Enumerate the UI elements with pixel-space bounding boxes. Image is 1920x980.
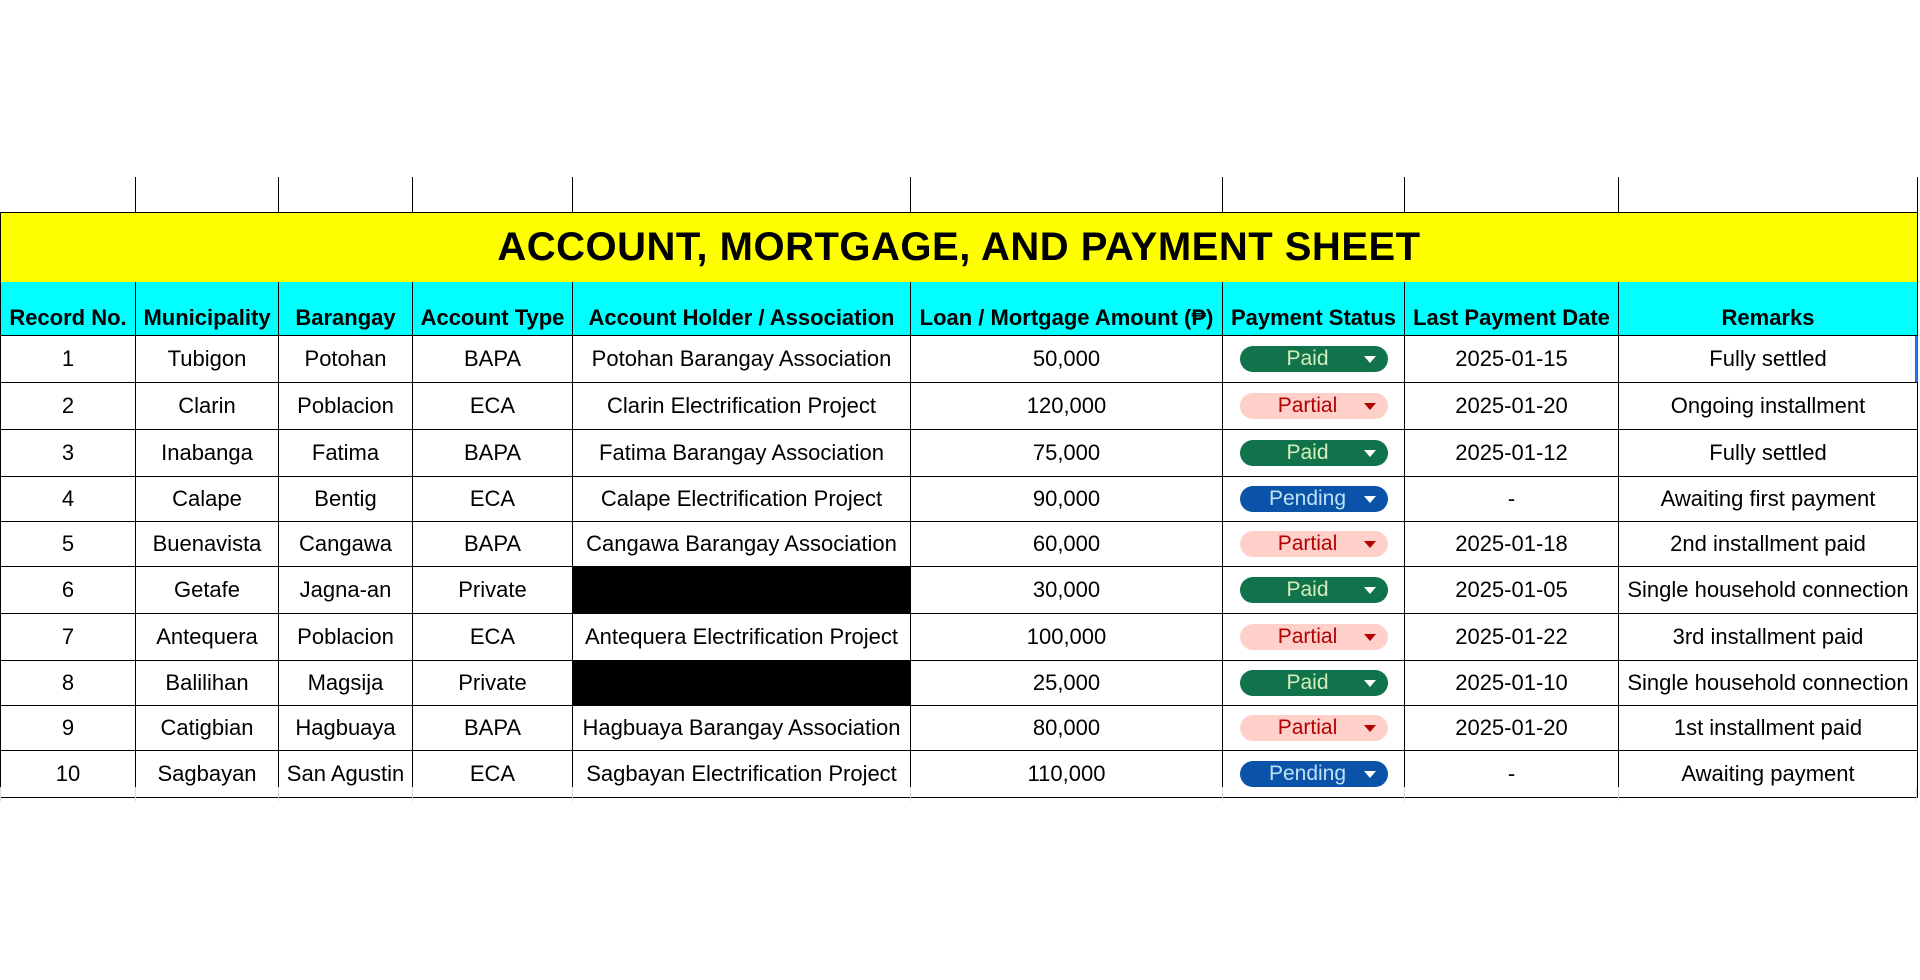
cell-record-no[interactable]: 3 [1, 429, 136, 476]
cell-barangay[interactable]: Potohan [279, 335, 413, 382]
payment-status-cell[interactable] [1223, 566, 1405, 613]
table-row [1, 705, 1918, 750]
status-label: Paid [1286, 578, 1329, 601]
cell-last-payment-date[interactable]: 2025-01-05 [1405, 566, 1619, 613]
status-dropdown-chip[interactable] [1240, 393, 1388, 419]
status-dropdown-chip[interactable] [1240, 715, 1388, 741]
cell-loan-amount[interactable]: 110,000 [911, 750, 1223, 797]
empty-row [1, 177, 1918, 212]
table-row [1, 382, 1918, 429]
cell-selection-edge [1915, 336, 1918, 382]
cell-account-type[interactable]: ECA [413, 476, 573, 521]
gridline [135, 787, 136, 801]
chevron-down-icon[interactable] [1364, 634, 1376, 641]
column-header-row [1, 282, 1918, 335]
cell-loan-amount[interactable]: 25,000 [911, 660, 1223, 705]
table-row [1, 429, 1918, 476]
header-payment-status[interactable]: Payment Status [1223, 282, 1405, 335]
cell-record-no[interactable]: 6 [1, 566, 136, 613]
cell-municipality[interactable]: Sagbayan [136, 750, 279, 797]
cell-remarks[interactable]: 3rd installment paid [1619, 613, 1918, 660]
cell-remarks[interactable]: Awaiting payment [1619, 750, 1918, 797]
cell-account-holder[interactable]: Calape Electrification Project [573, 476, 911, 521]
status-label: Partial [1277, 716, 1338, 739]
cell-record-no[interactable]: 5 [1, 521, 136, 566]
cell-last-payment-date[interactable]: 2025-01-20 [1405, 382, 1619, 429]
cell-barangay[interactable]: Poblacion [279, 613, 413, 660]
gridline [278, 787, 279, 801]
gridline [1618, 787, 1619, 801]
table-row [1, 521, 1918, 566]
status-dropdown-chip[interactable] [1240, 577, 1388, 603]
status-label: Pending [1268, 487, 1347, 510]
cell-account-type[interactable]: ECA [413, 750, 573, 797]
status-label: Pending [1268, 762, 1347, 785]
payment-status-cell[interactable] [1223, 705, 1405, 750]
cell-municipality[interactable]: Buenavista [136, 521, 279, 566]
empty-cell[interactable] [1, 177, 136, 212]
status-label: Partial [1277, 532, 1338, 555]
cell-last-payment-date[interactable]: 2025-01-20 [1405, 705, 1619, 750]
chevron-down-icon[interactable] [1364, 680, 1376, 687]
redacted-cell[interactable] [573, 566, 911, 613]
gridline [412, 787, 413, 801]
payment-status-cell[interactable] [1223, 660, 1405, 705]
cell-loan-amount[interactable]: 30,000 [911, 566, 1223, 613]
cell-account-type[interactable]: BAPA [413, 429, 573, 476]
cell-barangay[interactable]: Jagna-an [279, 566, 413, 613]
cell-loan-amount[interactable]: 60,000 [911, 521, 1223, 566]
cell-account-holder[interactable]: Clarin Electrification Project [573, 382, 911, 429]
payment-sheet-table [0, 177, 1918, 798]
cell-record-no[interactable]: 8 [1, 660, 136, 705]
cell-account-type[interactable]: ECA [413, 382, 573, 429]
table-row [1, 476, 1918, 521]
cell-account-holder[interactable]: Cangawa Barangay Association [573, 521, 911, 566]
cell-record-no[interactable]: 2 [1, 382, 136, 429]
chevron-down-icon[interactable] [1364, 356, 1376, 363]
redacted-cell[interactable] [573, 660, 911, 705]
cell-barangay[interactable]: Hagbuaya [279, 705, 413, 750]
cell-loan-amount[interactable]: 75,000 [911, 429, 1223, 476]
cell-barangay[interactable]: Poblacion [279, 382, 413, 429]
status-dropdown-chip[interactable] [1240, 761, 1388, 787]
header-account-holder[interactable]: Account Holder / Association [573, 282, 911, 335]
cell-account-type[interactable]: Private [413, 660, 573, 705]
header-remarks[interactable]: Remarks [1619, 282, 1918, 335]
cell-record-no[interactable]: 7 [1, 613, 136, 660]
gridline [1222, 787, 1223, 801]
cell-last-payment-date[interactable]: 2025-01-12 [1405, 429, 1619, 476]
cell-remarks[interactable]: 1st installment paid [1619, 705, 1918, 750]
header-account-type[interactable]: Account Type [413, 282, 573, 335]
chevron-down-icon[interactable] [1364, 771, 1376, 778]
status-dropdown-chip[interactable] [1240, 670, 1388, 696]
header-loan-amount[interactable]: Loan / Mortgage Amount (₱) [911, 282, 1223, 335]
cell-barangay[interactable]: Fatima [279, 429, 413, 476]
cell-remarks[interactable]: Ongoing installment [1619, 382, 1918, 429]
payment-status-cell[interactable] [1223, 613, 1405, 660]
status-label: Paid [1286, 347, 1329, 370]
cell-municipality[interactable]: Balilihan [136, 660, 279, 705]
cell-loan-amount[interactable]: 100,000 [911, 613, 1223, 660]
cell-account-holder[interactable]: Sagbayan Electrification Project [573, 750, 911, 797]
empty-cell[interactable] [279, 177, 413, 212]
chevron-down-icon[interactable] [1364, 450, 1376, 457]
cell-record-no[interactable]: 4 [1, 476, 136, 521]
gridline [1404, 787, 1405, 801]
empty-cell[interactable] [573, 177, 911, 212]
status-label: Partial [1277, 394, 1338, 417]
payment-status-cell[interactable] [1223, 382, 1405, 429]
chevron-down-icon[interactable] [1364, 541, 1376, 548]
cell-last-payment-date[interactable]: 2025-01-22 [1405, 613, 1619, 660]
table-row [1, 566, 1918, 613]
gridline [910, 787, 911, 801]
cell-barangay[interactable]: San Agustin [279, 750, 413, 797]
cell-loan-amount[interactable]: 120,000 [911, 382, 1223, 429]
header-record-no[interactable]: Record No. [1, 282, 136, 335]
status-dropdown-chip[interactable] [1240, 624, 1388, 650]
cell-loan-amount[interactable]: 80,000 [911, 705, 1223, 750]
table-row [1, 335, 1918, 382]
payment-status-cell[interactable] [1223, 476, 1405, 521]
empty-cell[interactable] [911, 177, 1223, 212]
cell-municipality[interactable]: Catigbian [136, 705, 279, 750]
gridline [1916, 787, 1917, 801]
header-municipality[interactable]: Municipality [136, 282, 279, 335]
chevron-down-icon[interactable] [1364, 587, 1376, 594]
cell-record-no[interactable]: 1 [1, 335, 136, 382]
cell-barangay[interactable]: Magsija [279, 660, 413, 705]
table-row [1, 613, 1918, 660]
header-last-payment-date[interactable]: Last Payment Date [1405, 282, 1619, 335]
status-label: Paid [1286, 441, 1329, 464]
cell-municipality[interactable]: Clarin [136, 382, 279, 429]
cell-barangay[interactable]: Bentig [279, 476, 413, 521]
cell-loan-amount[interactable]: 90,000 [911, 476, 1223, 521]
gridline [572, 787, 573, 801]
status-label: Paid [1286, 671, 1329, 694]
status-dropdown-chip[interactable] [1240, 440, 1388, 466]
cell-record-no[interactable]: 10 [1, 750, 136, 797]
chevron-down-icon[interactable] [1364, 403, 1376, 410]
gridline [0, 787, 1, 801]
empty-cell[interactable] [136, 177, 279, 212]
cell-remarks[interactable]: Single household connection [1619, 566, 1918, 613]
cell-account-type[interactable]: BAPA [413, 335, 573, 382]
cell-municipality[interactable]: Getafe [136, 566, 279, 613]
cell-record-no[interactable]: 9 [1, 705, 136, 750]
cell-last-payment-date[interactable]: 2025-01-15 [1405, 335, 1619, 382]
empty-cell[interactable] [1405, 177, 1619, 212]
cell-municipality[interactable]: Inabanga [136, 429, 279, 476]
empty-cell[interactable] [1223, 177, 1405, 212]
cell-account-holder[interactable]: Hagbuaya Barangay Association [573, 705, 911, 750]
cell-barangay[interactable]: Cangawa [279, 521, 413, 566]
chevron-down-icon[interactable] [1364, 725, 1376, 732]
cell-municipality[interactable]: Calape [136, 476, 279, 521]
empty-cell[interactable] [413, 177, 573, 212]
empty-gridlines [0, 787, 1917, 801]
cell-last-payment-date[interactable]: - [1405, 476, 1619, 521]
header-barangay[interactable]: Barangay [279, 282, 413, 335]
status-dropdown-chip[interactable] [1240, 531, 1388, 557]
cell-loan-amount[interactable]: 50,000 [911, 335, 1223, 382]
cell-account-holder[interactable]: Antequera Electrification Project [573, 613, 911, 660]
cell-remarks[interactable]: Fully settled [1619, 335, 1918, 382]
cell-remarks[interactable]: Awaiting first payment [1619, 476, 1918, 521]
cell-account-holder[interactable]: Fatima Barangay Association [573, 429, 911, 476]
cell-municipality[interactable]: Tubigon [136, 335, 279, 382]
cell-last-payment-date[interactable]: - [1405, 750, 1619, 797]
cell-remarks[interactable]: 2nd installment paid [1619, 521, 1918, 566]
cell-remarks[interactable]: Fully settled [1619, 429, 1918, 476]
table-row [1, 660, 1918, 705]
cell-account-type[interactable]: Private [413, 566, 573, 613]
status-label: Partial [1277, 625, 1338, 648]
cell-account-type[interactable]: BAPA [413, 705, 573, 750]
cell-last-payment-date[interactable]: 2025-01-10 [1405, 660, 1619, 705]
cell-municipality[interactable]: Antequera [136, 613, 279, 660]
status-dropdown-chip[interactable] [1240, 346, 1388, 372]
status-dropdown-chip[interactable] [1240, 486, 1388, 512]
payment-status-cell[interactable] [1223, 521, 1405, 566]
sheet-title[interactable]: ACCOUNT, MORTGAGE, AND PAYMENT SHEET [1, 212, 1918, 282]
cell-account-type[interactable]: BAPA [413, 521, 573, 566]
chevron-down-icon[interactable] [1364, 496, 1376, 503]
title-row [1, 212, 1918, 282]
cell-account-holder[interactable]: Potohan Barangay Association [573, 335, 911, 382]
payment-status-cell[interactable] [1223, 429, 1405, 476]
cell-last-payment-date[interactable]: 2025-01-18 [1405, 521, 1619, 566]
cell-account-type[interactable]: ECA [413, 613, 573, 660]
empty-cell[interactable] [1619, 177, 1918, 212]
cell-remarks[interactable]: Single household connection [1619, 660, 1918, 705]
payment-status-cell[interactable] [1223, 335, 1405, 382]
